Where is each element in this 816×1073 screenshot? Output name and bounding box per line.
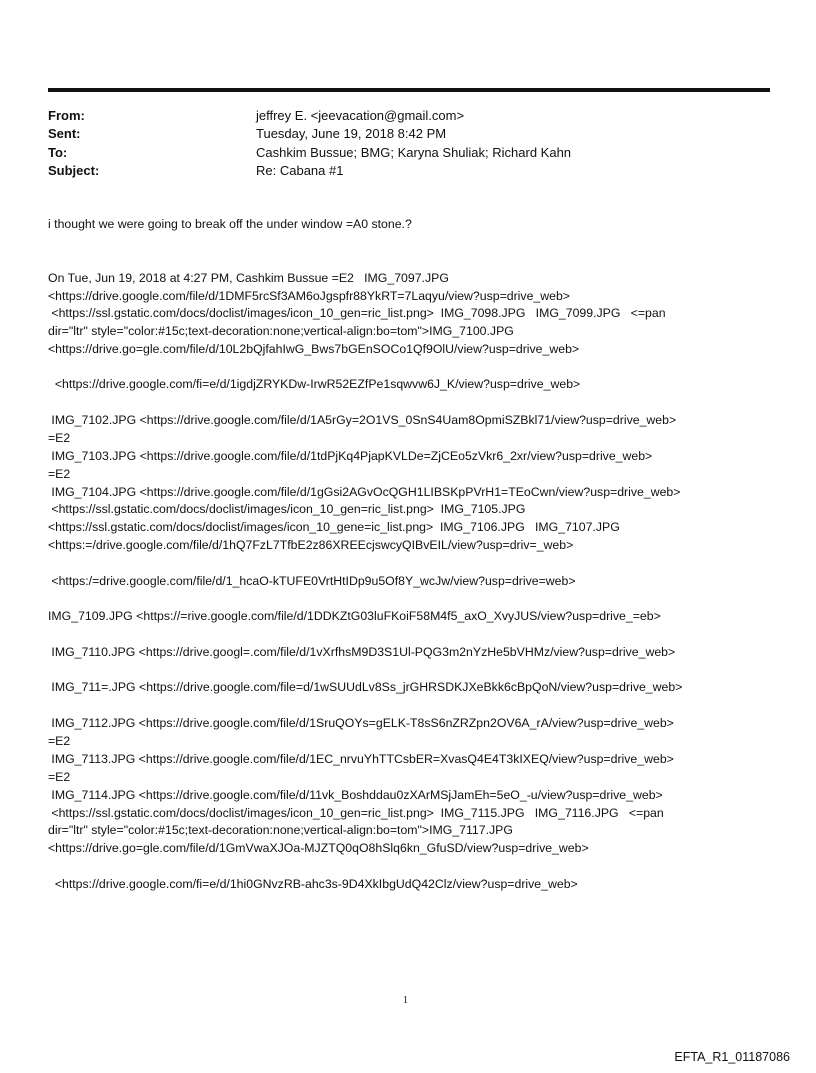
body-line: IMG_7113.JPG <https://drive.google.com/file/d/1EC_nrvuYhTTCsbER=XvasQ4E4T3kIXEQ/view?usp=drive_web> [48,752,674,766]
body-line: <https://ssl.gstatic.com/docs/doclist/images/icon_10_gen=ric_list.png> IMG_7105.JPG [48,502,526,516]
subject-value: Re: Cabana #1 [256,163,344,178]
body-line: <https://ssl.gstatic.com/docs/doclist/images/icon_10_gene=ic_list.png> IMG_7106.JPG IMG_7107.JPG [48,520,620,534]
to-label: To: [48,145,68,160]
body-line: IMG_711=.JPG <https://drive.google.com/file=d/1wSUUdLv8Ss_jrGHRSDKJXeBkk6cBpQoN/view?usp=drive_web> [48,680,683,694]
subject-label: Subject: [48,163,100,178]
body-line: <https://drive.go=gle.com/file/d/1GmVwaXJOa-MJZTQ0qO8hSlq6kn_GfuSD/view?usp=drive_web> [48,841,589,855]
message-text: i thought we were going to break off the under window =A0 stone.? [48,217,412,231]
to-value: Cashkim Bussue; BMG; Karyna Shuliak; Richard Kahn [256,145,572,160]
sent-value: Tuesday, June 19, 2018 8:42 PM [256,126,447,141]
sent-label: Sent: [48,126,81,141]
body-line: =E2 [48,770,71,784]
body-line: dir="ltr" style="color:#15c;text-decoration:none;vertical-align:bo=tom">IMG_7117.JPG [48,823,513,837]
document-id: EFTA_R1_01187086 [674,1050,790,1064]
body-line: IMG_7102.JPG <https://drive.google.com/file/d/1A5rGy=2O1VS_0SnS4Uam8OpmiSZBkl71/view?usp=drive_web> [48,413,677,427]
body-line: <https://ssl.gstatic.com/docs/doclist/images/icon_10_gen=ric_list.png> IMG_7115.JPG IMG_7116.JPG <=pan [48,806,664,820]
body-line: =E2 [48,431,71,445]
body-line: <https:=/drive.google.com/file/d/1hQ7FzL7TfbE2z86XREEcjswcyQIBvEIL/view?usp=driv=_web> [48,538,574,552]
body-line: IMG_7103.JPG <https://drive.google.com/file/d/1tdPjKq4PjapKVLDe=ZjCEo5zVkr6_2xr/view?usp=drive_web> [48,449,653,463]
body-line: <https://drive.google.com/file/d/1DMF5rcSf3AM6oJgspfr88YkRT=7Laqyu/view?usp=drive_web> [48,289,570,303]
body-line: IMG_7112.JPG <https://drive.google.com/file/d/1SruQOYs=gELK-T8sS6nZRZpn2OV6A_rA/view?usp=drive_web> [48,716,674,730]
body-line: On Tue, Jun 19, 2018 at 4:27 PM, Cashkim Bussue =E2 IMG_7097.JPG [48,271,449,285]
from-value: jeffrey E. <jeevacation@gmail.com> [256,108,465,123]
body-line: <https://drive.go=gle.com/file/d/10L2bQjfahIwG_Bws7bGEnSOCo1Qf9OlU/view?usp=drive_web> [48,342,580,356]
header-rule [48,88,770,92]
body-line: =E2 [48,467,71,481]
page-number: 1 [403,995,408,1006]
body-line: <https:/=drive.google.com/file/d/1_hcaO-kTUFE0VrtHtIDp9u5Of8Y_wcJw/view?usp=drive=web> [48,574,576,588]
body-line: =E2 [48,734,71,748]
body-line: <https://drive.google.com/fi=e/d/1hi0GNvzRB-ahc3s-9D4XkIbgUdQ42Clz/view?usp=drive_web> [48,877,578,891]
body-line: IMG_7109.JPG <https://=rive.google.com/file/d/1DDKZtG03luFKoiF58M4f5_axO_XvyJUS/view?usp=drive_=eb> [48,609,661,623]
body-line: IMG_7104.JPG <https://drive.google.com/file/d/1gGsi2AGvOcQGH1LIBSKpPVrH1=TEoCwn/view?usp=drive_web> [48,485,681,499]
body-line: dir="ltr" style="color:#15c;text-decoration:none;vertical-align:bo=tom">IMG_7100.JPG [48,324,514,338]
body-line: IMG_7114.JPG <https://drive.google.com/file/d/11vk_Boshddau0zXArMSjJamEh=5eO_-u/view?usp=drive_web> [48,788,663,802]
body-line: IMG_7110.JPG <https://drive.googl=.com/file/d/1vXrfhsM9D3S1Ul-PQG3m2nYzHe5bVHMz/view?usp=drive_web> [48,645,676,659]
body-line: <https://ssl.gstatic.com/docs/doclist/images/icon_10_gen=ric_list.png> IMG_7098.JPG IMG_7099.JPG <=pan [48,306,666,320]
from-label: From: [48,108,85,123]
body-line: <https://drive.google.com/fi=e/d/1igdjZRYKDw-IrwR52EZfPe1sqwvw6J_K/view?usp=drive_web> [48,377,581,391]
